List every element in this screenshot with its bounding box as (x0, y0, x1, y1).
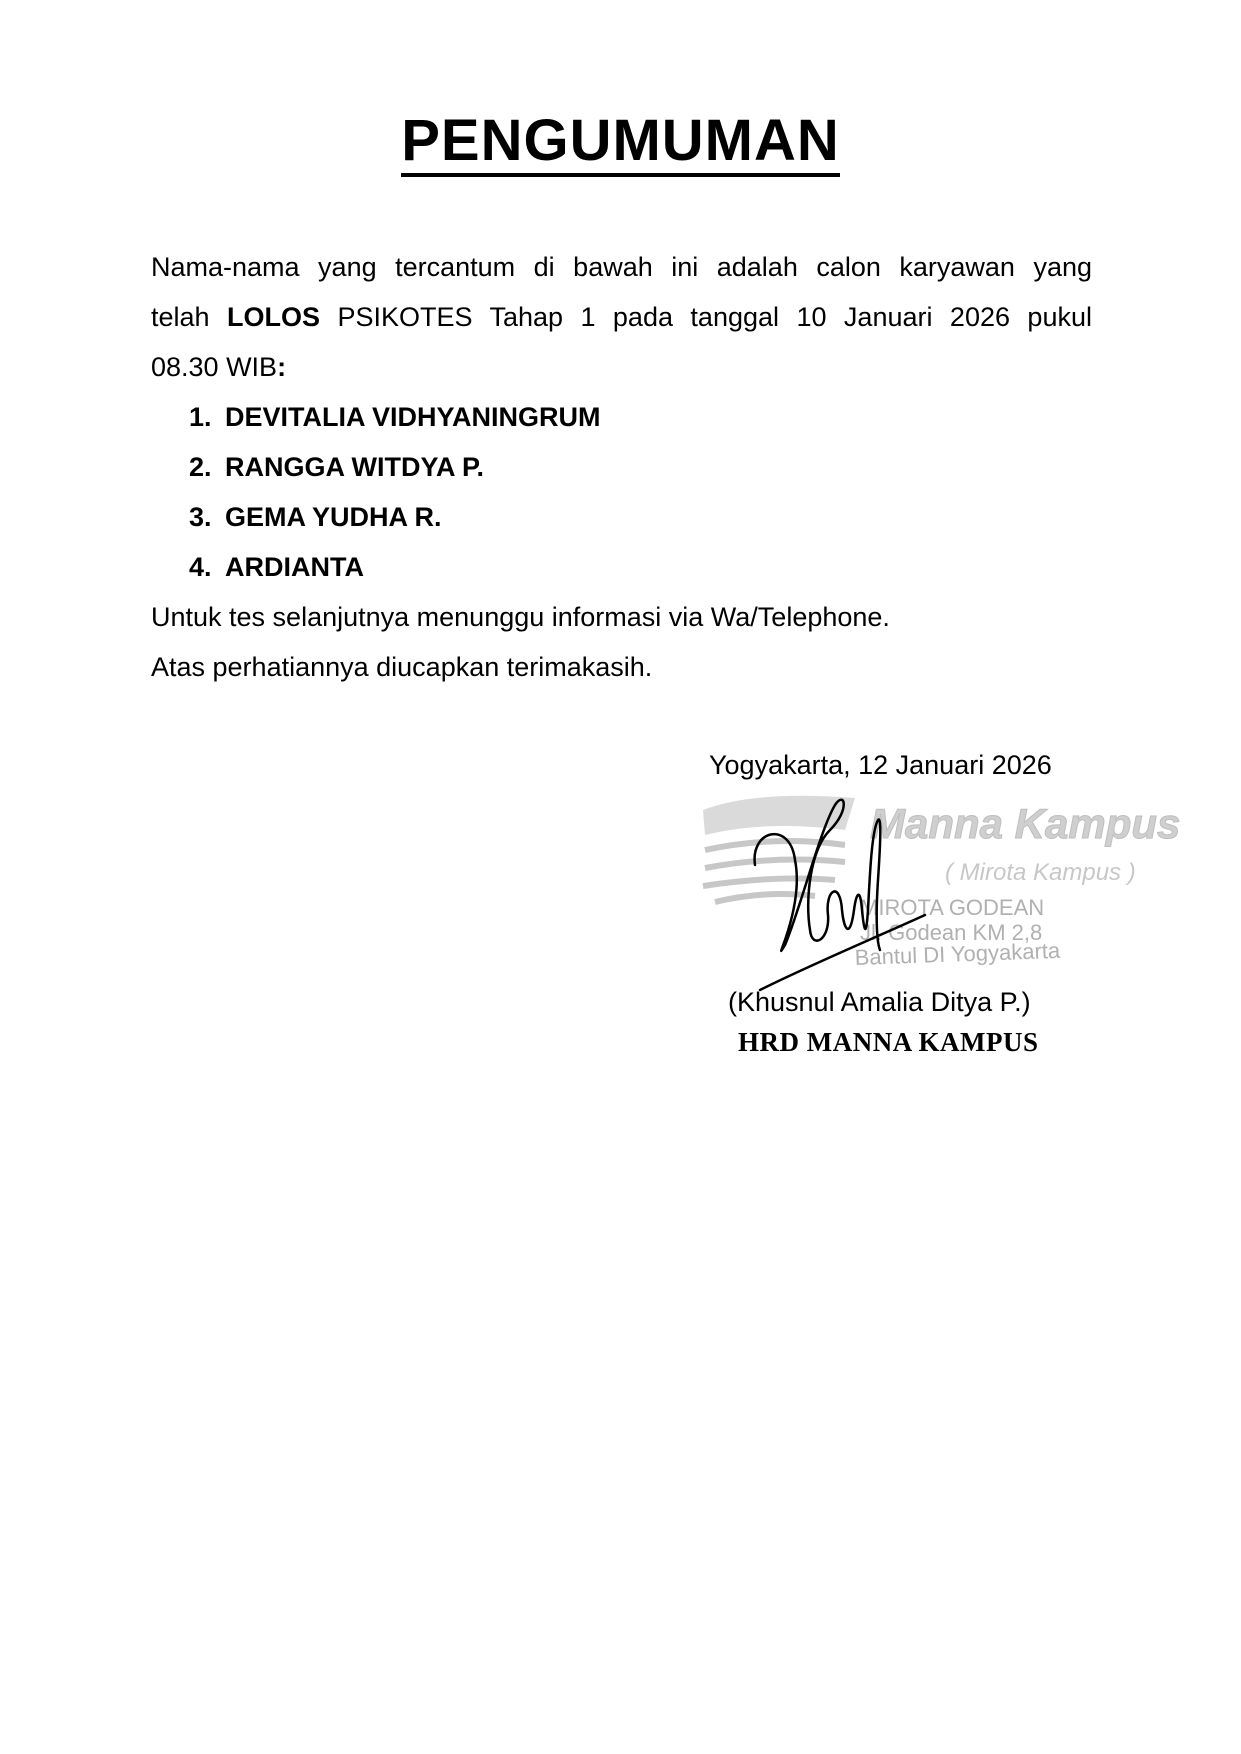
intro-line-2-prefix: telah (151, 302, 227, 332)
candidate-name: DEVITALIA VIDHYANINGRUM (225, 402, 601, 432)
intro-line-2 (151, 292, 1092, 342)
list-item (189, 492, 601, 542)
intro-time: 08.30 WIB (151, 352, 278, 382)
signer-name: (Khusnul Amalia Ditya P.) (728, 987, 1031, 1017)
candidate-list (189, 392, 601, 592)
place-date: Yogyakarta, 12 Januari 2026 (709, 750, 1052, 780)
signature-icon (750, 790, 970, 990)
lolos-emphasis: LOLOS (227, 302, 320, 332)
list-number: 4. (189, 552, 212, 582)
stamp-line-3: Bantul DI Yogyakarta (854, 937, 1061, 970)
intro-line-1: Nama-nama yang tercantum di bawah ini adalah calon karyawan yang (151, 252, 1092, 282)
candidate-name: GEMA YUDHA R. (225, 502, 442, 532)
list-item (189, 542, 601, 592)
document-title (0, 108, 1241, 175)
intro-colon: : (277, 352, 287, 382)
intro-line-2-suffix: PSIKOTES Tahap 1 pada tanggal 10 Januari 2026 pukul (320, 302, 1092, 332)
stamp-line-2: Jl. Godean KM 2,8 (860, 920, 1043, 945)
stamp-subbrand: ( Mirota Kampus ) (945, 859, 1136, 886)
stamp-brand: Manna Kampus (870, 800, 1181, 847)
signer-title: HRD MANNA KAMPUS (738, 1027, 1039, 1057)
list-item (189, 392, 601, 442)
thanks-text: Atas perhatiannya diucapkan terimakasih. (151, 652, 653, 682)
intro-line-3 (151, 342, 1092, 392)
stamp-line-1: MIROTA GODEAN (860, 895, 1045, 920)
candidate-name: ARDIANTA (225, 552, 364, 582)
followup-text: Untuk tes selanjutnya menunggu informasi via Wa/Telephone. (151, 602, 890, 632)
list-item (189, 442, 601, 492)
list-number: 3. (189, 502, 212, 532)
list-number: 2. (189, 452, 212, 482)
intro-paragraph (151, 242, 1092, 392)
title-text: PENGUMUMAN (401, 108, 840, 177)
candidate-name: RANGGA WITDYA P. (225, 452, 485, 482)
list-number: 1. (189, 402, 212, 432)
